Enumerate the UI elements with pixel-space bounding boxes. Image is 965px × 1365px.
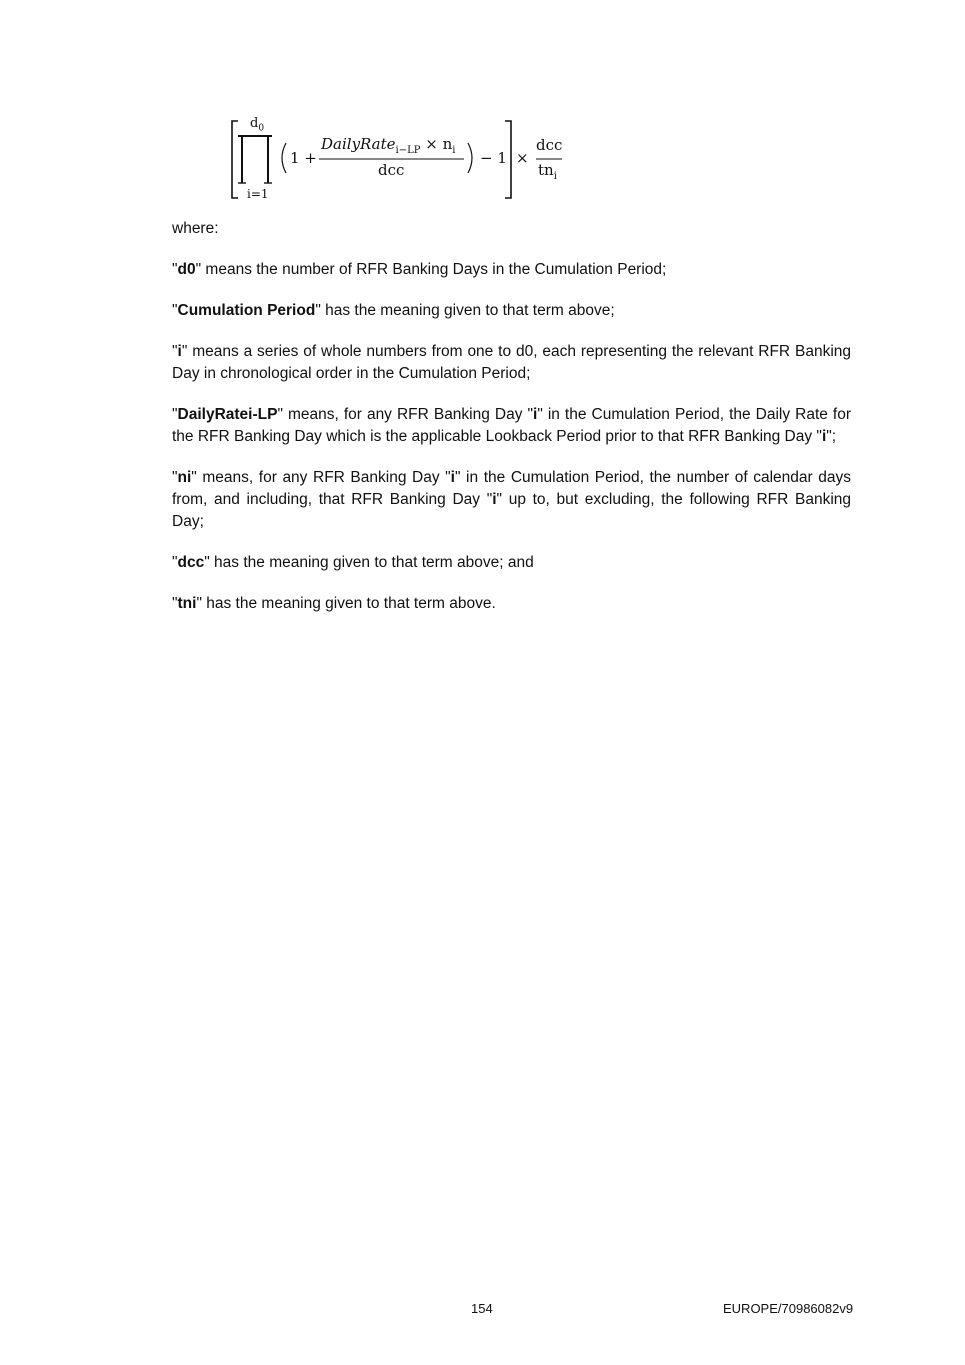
minus-one: − 1 <box>480 149 507 167</box>
document-reference: EUROPE/70986082v9 <box>723 1301 854 1316</box>
definition-cumulation-period: "Cumulation Period" has the meaning given to that term above; <box>172 302 615 319</box>
compounded-rate-formula <box>224 112 574 208</box>
where-label: where: <box>172 220 219 237</box>
definition-term: Cumulation Period <box>177 302 316 319</box>
left-bracket <box>232 121 238 198</box>
product-upper-limit: $d_0$ <box>250 116 265 134</box>
fraction-numerator: DailyRate$_{i-LP}$ × $n_i$ <box>321 135 456 156</box>
definition-term: d0 <box>177 261 196 278</box>
times-sign: × <box>516 149 529 167</box>
page-number: 154 <box>471 1301 493 1316</box>
definition-term: i <box>177 343 182 360</box>
definition-dailyrate: "DailyRatei-LP" means, for any RFR Banking Day "i" in the Cumulation Period, the Daily Rate for the RFR Banking Day which is the applicable Lookback Period prior to that RFR Banking Day "i"; <box>172 406 851 445</box>
definition-d0: "d0" means the number of RFR Banking Days in the Cumulation Period; <box>172 261 667 278</box>
definitions-section <box>172 218 851 634</box>
product-lower-limit: i=1 <box>247 187 269 201</box>
definition-term: tni <box>177 595 197 612</box>
definition-term: ni <box>177 469 192 486</box>
definition-term: DailyRatei-LP <box>177 406 278 423</box>
right-fraction-numerator: dcc <box>536 136 563 154</box>
definition-term: dcc <box>177 554 205 571</box>
right-paren <box>468 143 472 173</box>
one-plus: 1 + <box>290 149 317 167</box>
fraction-denominator: dcc <box>378 161 405 179</box>
left-paren <box>282 143 286 173</box>
product-symbol <box>238 136 272 183</box>
definition-dcc: "dcc" has the meaning given to that term above; and <box>172 554 534 571</box>
right-fraction-denominator: $tn_i$ <box>538 161 557 182</box>
definition-tni: "tni" has the meaning given to that term above. <box>172 595 496 612</box>
definition-i: "i" means a series of whole numbers from one to d0, each representing the relevant RFR Banking Day in chronological order in the Cumulation Period; <box>172 343 851 382</box>
definition-ni: "ni" means, for any RFR Banking Day "i" in the Cumulation Period, the number of calendar days from, and including, that RFR Banking Day "i" up to, but excluding, the following RFR Banking Day; <box>172 469 852 530</box>
